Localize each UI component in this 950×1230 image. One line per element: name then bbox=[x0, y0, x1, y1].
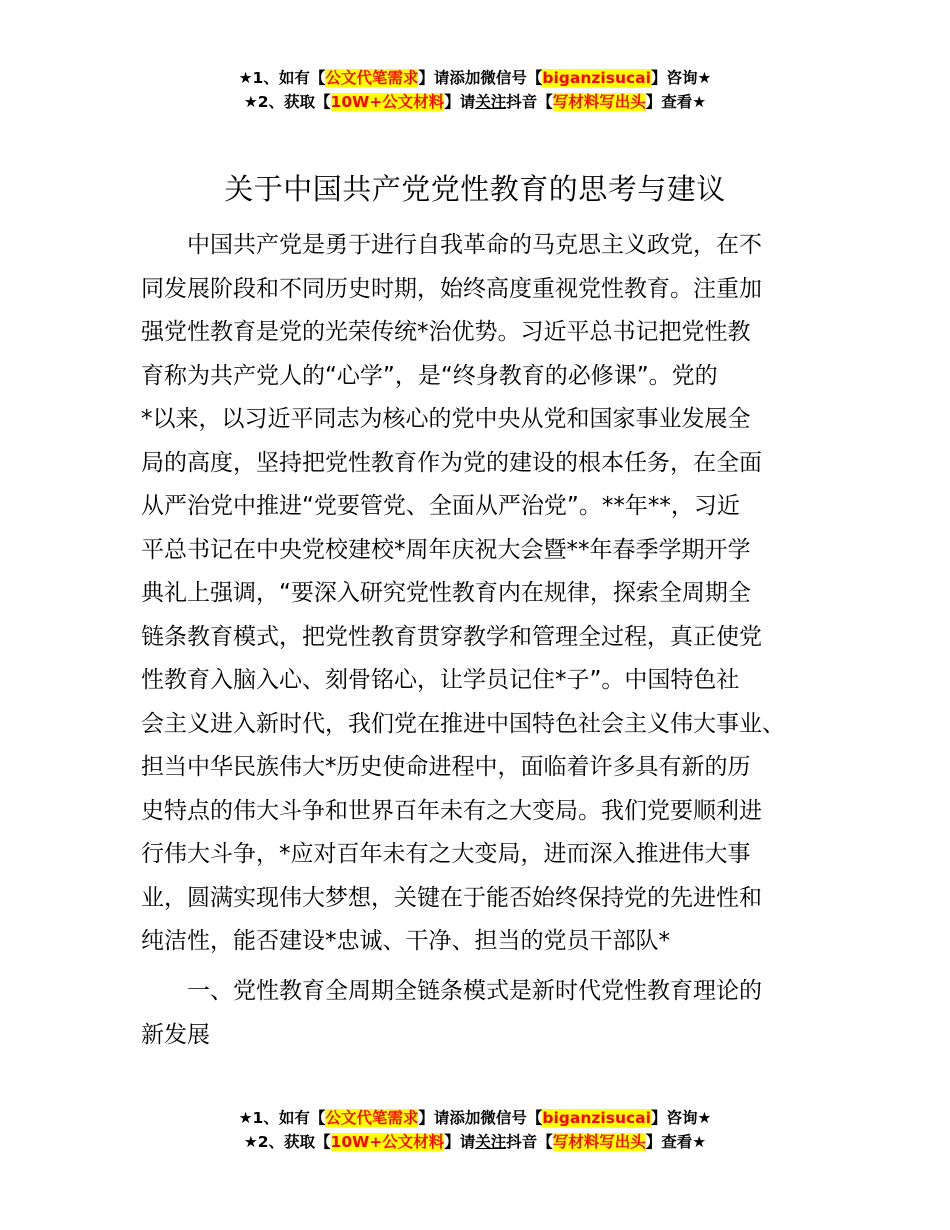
paragraph-line: 中国共产党是勇于进行自我革命的马克思主义政党，在不 bbox=[187, 232, 762, 258]
wechat-id-highlight: biganzisucai bbox=[542, 1109, 651, 1127]
banner-line-2 bbox=[0, 90, 950, 114]
banner-line-1 bbox=[0, 66, 950, 90]
banner-line-1 bbox=[0, 1106, 950, 1130]
paragraph-line: 典礼上强调，“要深入研究党性教育内在规律，探索全周期全 bbox=[141, 580, 751, 606]
banner-text: 抖音【 bbox=[506, 1133, 553, 1151]
banner-text: 】请 bbox=[418, 69, 450, 87]
banner-text: ★1、如有【 bbox=[238, 69, 326, 87]
paragraph-line: 行伟大斗争，*应对百年未有之大变局，进而深入推进伟大事 bbox=[141, 841, 751, 867]
paragraph-line: 同发展阶段和不同历史时期，始终高度重视党性教育。注重加 bbox=[141, 275, 762, 302]
header-banner bbox=[0, 66, 950, 114]
paragraph-line: 平总书记在中央党校建校*周年庆祝大会暨**年春季学期开学 bbox=[141, 536, 751, 563]
banner-text: 添加 bbox=[449, 69, 481, 87]
paragraph-line: 育称为共产党人的“心学”，是“终身教育的必修课”。党的 bbox=[141, 362, 718, 389]
highlight-text: 公文代笔需求 bbox=[325, 1109, 419, 1127]
banner-text: 微信号【 bbox=[480, 1109, 543, 1127]
paragraph-line: 担当中华民族伟大*历史使命进程中，面临着许多具有新的历 bbox=[141, 754, 751, 780]
paragraph-line: 从严治党中推进“党要管党、全面从严治党”。**年**，习近 bbox=[141, 493, 740, 519]
banner-text: 】请 bbox=[444, 1133, 476, 1151]
banner-text: ★2、获取【 bbox=[243, 1133, 331, 1151]
douyin-account-highlight: 写材料写出头 bbox=[552, 93, 646, 111]
banner-line-2 bbox=[0, 1130, 950, 1154]
footer-banner bbox=[0, 1106, 950, 1154]
paragraph-line: 会主义进入新时代，我们党在推进中国特色社会主义伟大事业、 bbox=[141, 710, 785, 737]
wechat-id-highlight: biganzisucai bbox=[542, 69, 651, 87]
highlight-text: 公文代笔需求 bbox=[325, 69, 419, 87]
document-title: 关于中国共产党党性教育的思考与建议 bbox=[224, 172, 726, 206]
banner-text: ★2、获取【 bbox=[243, 93, 331, 111]
paragraph-line: 性教育入脑入心、刻骨铭心，让学员记住*子”。中国特色社 bbox=[141, 667, 740, 693]
banner-text: 】咨询★ bbox=[650, 69, 712, 87]
banner-text: 关注 bbox=[475, 1133, 507, 1151]
highlight-text: 10W+公文材料 bbox=[330, 93, 445, 111]
paragraph-line: 业，圆满实现伟大梦想，关键在于能否始终保持党的先进性和 bbox=[141, 884, 762, 911]
highlight-text: 10W+公文材料 bbox=[330, 1133, 445, 1151]
banner-text: 】查看★ bbox=[645, 93, 707, 111]
body-paragraph bbox=[141, 224, 811, 964]
paragraph-line: 链条教育模式，把党性教育贯穿教学和管理全过程，真正使党 bbox=[141, 623, 762, 650]
paragraph-line: *以来，以习近平同志为核心的党中央从党和国家事业发展全 bbox=[141, 406, 751, 432]
douyin-account-highlight: 写材料写出头 bbox=[552, 1133, 646, 1151]
banner-text: 】咨询★ bbox=[650, 1109, 712, 1127]
banner-text: 抖音【 bbox=[506, 93, 553, 111]
banner-text: 微信号【 bbox=[480, 69, 543, 87]
section-heading bbox=[141, 970, 811, 1057]
banner-text: 关注 bbox=[475, 93, 507, 111]
paragraph-line: 纯洁性，能否建设*忠诚、干净、担当的党员干部队* bbox=[141, 928, 670, 954]
banner-text: ★1、如有【 bbox=[238, 1109, 326, 1127]
banner-text: 】请 bbox=[444, 93, 476, 111]
banner-text: 】查看★ bbox=[645, 1133, 707, 1151]
banner-text: 添加 bbox=[449, 1109, 481, 1127]
banner-text: 】请 bbox=[418, 1109, 450, 1127]
paragraph-line: 史特点的伟大斗争和世界百年未有之大变局。我们党要顺利进 bbox=[141, 797, 762, 824]
paragraph-line: 局的高度，坚持把党性教育作为党的建设的根本任务，在全面 bbox=[141, 449, 762, 476]
heading-line: 新发展 bbox=[141, 1021, 210, 1048]
paragraph-line: 强党性教育是党的光荣传统*治优势。习近平总书记把党性教 bbox=[141, 319, 751, 345]
heading-line: 一、党性教育全周期全链条模式是新时代党性教育理论的 bbox=[187, 978, 762, 1004]
